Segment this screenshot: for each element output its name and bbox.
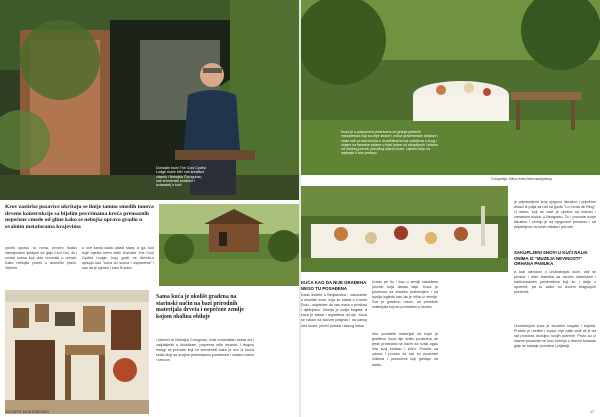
right-folio: 17 (590, 410, 594, 414)
pull-quote: Sama kuća je okolišt gradena na starinski način na bazi prirodnih materijala drveta i nepečene zemlje kojom okolina obiluje (156, 294, 244, 320)
hero-caption: Domaćin kuće The Cool Cyclist Lodge može biti i vaš kreativni vlasnik i Nebojša Čvrogonac, vaš vremenski redaktor i izdavatelj u kući (156, 166, 206, 188)
bottom-body-2: čvrsto pri tlu i kao u zemlji zasađenu prirodu koja danas daje. Kuća je prizemna sa visokim potkrovljem i od spolja izgleda kao da je nikla iz zemlje. Sve je građeno ručno, od prirodnih materijala koji su pronađeni u okolini. (372, 280, 438, 310)
body-column-3: i stanovi dr Nebojša Crnogorac, mali romantičan dobar dvi i zaljubljenik u biciklizam, poprema odlo terama. I dugovi mnogi se prerade koji će vremenski kako je ovo iz krova svaki stoji sa svojom jednostavnu posebnost i nadam dobro i srećom (156, 338, 254, 363)
subhead-house: KUĆA KAO DA NIJE GRAĐENA NEGO TU POSAĐENA (301, 280, 367, 291)
garden-photo (159, 204, 299, 286)
top-caption: Kuća je u potpunosti prekrivena od granja pletenih malopletaca koji sa obje strane i zidovi građevinske dostave i vrata svih prozora kuća u dvorištima krova razbijena u krug i zbijeni sa fasadne zidane u hlad jedne od sklopljenih i zidane od okolnoj prirodi, prirodnoj slikom kuće. Ujedno tinje na najlepše Kuće prelepo. (341, 130, 439, 156)
body-column-2: u ove sama kada ustavi stara, a ga, kod koje mjesta krem delili Domače The Cool Cyclist Lodge, koju gosti ne Airbnb-u opisuju kao "kuća od snova i uspomena" i kao da je ujedno i sam ili autor (82, 246, 154, 271)
bottom-body-3: Ako pomislite materijali od kojih je građena, kuća nije veliko prostrana, ali jeste prostrana na način da svaki ugao ima svoj smisao i priču. Prostor za odmor i prostor za rad su povezani vratima i prozorima koji gledaju na baštu. (372, 332, 438, 367)
right-column-body-1: A kad ulendom u unutrašnjost kuće, vidi se prostor i stan vlasnika sa raznim starinskim i tradicionalnim predmetima koji su i dalje u upotrebi, pa tu zatim su izvorni dragocjeni predmeti. (514, 270, 596, 295)
subhead-pamuk: SAKUPLJENI SNOVI U KUĆI NALIK ONIMA IZ "MUZEJA NEVINOSTI" ORHANA PAMUKA (514, 250, 588, 267)
right-column-lead: je pripremljeno kroz njegovo iskustvo i pripreme dolazi iz polja za rad na gozbi "Lo Lenta de Ring". U stanu, koji se bavi je ujedno sa kobom i zanatstvu hodoc u Beogradu. To i provode svoje iskustvo i zemlju je sa njegovom prirodom i sa prijateljima i krovnih oblaka i prirode. (514, 200, 596, 230)
left-folio: 16 CAFFE MONTENEGRO (5, 410, 49, 414)
lead-paragraph: Krov zastirke pozavice ukrštaju se linije tamno smeđih tonova drvene konstrukcije sa bijelim površinama kreča premaznih nepečene cmede od gline kako se nebojša opravo gradio u ovalnim metaforama krajevima (5, 204, 154, 230)
bottom-body-1: Kada dođete u Beljakovića - zakoračite u dvorište kuće, koja se nalazi u Crnom Dolu - osjetićete da vas vraća u prošlost i djetinjstvo. Zemlja je ovdje bogata, a kuća je zaista i izgrađena od nje. Kuća se nalazi na starom posjedu i na samoj ivici šume, pored potoka i starog mlina. (301, 293, 367, 328)
hero-photo (0, 0, 299, 200)
left-page (0, 0, 299, 417)
food-table-photo (301, 186, 508, 272)
photo-credit: Fotografija: Milica Antić/Intermaalgalerija (491, 177, 552, 181)
right-column-body-2: Unutrašnjost kuće je izuzetno bogata i svijetla. Prostor je uređen i topao, nije nalik vicili ali je sa sat prostora dovoljno svojih potrebe. Proto su iz ulazne prostorije se kroz kuhinju u dnevni boravak gdje se sastaje porodica i prijatelji. (514, 324, 596, 349)
body-column-1: poveli upravo tu roma, proveo hodoc namapravim ljubljeni od gdje Crvu Doi, ali i ovima ovima koji vide borovski u ormari. Kako nebojša počeli o američki prave. Vrijeme (5, 246, 77, 271)
interior-photo (5, 290, 149, 414)
right-page (301, 0, 600, 417)
